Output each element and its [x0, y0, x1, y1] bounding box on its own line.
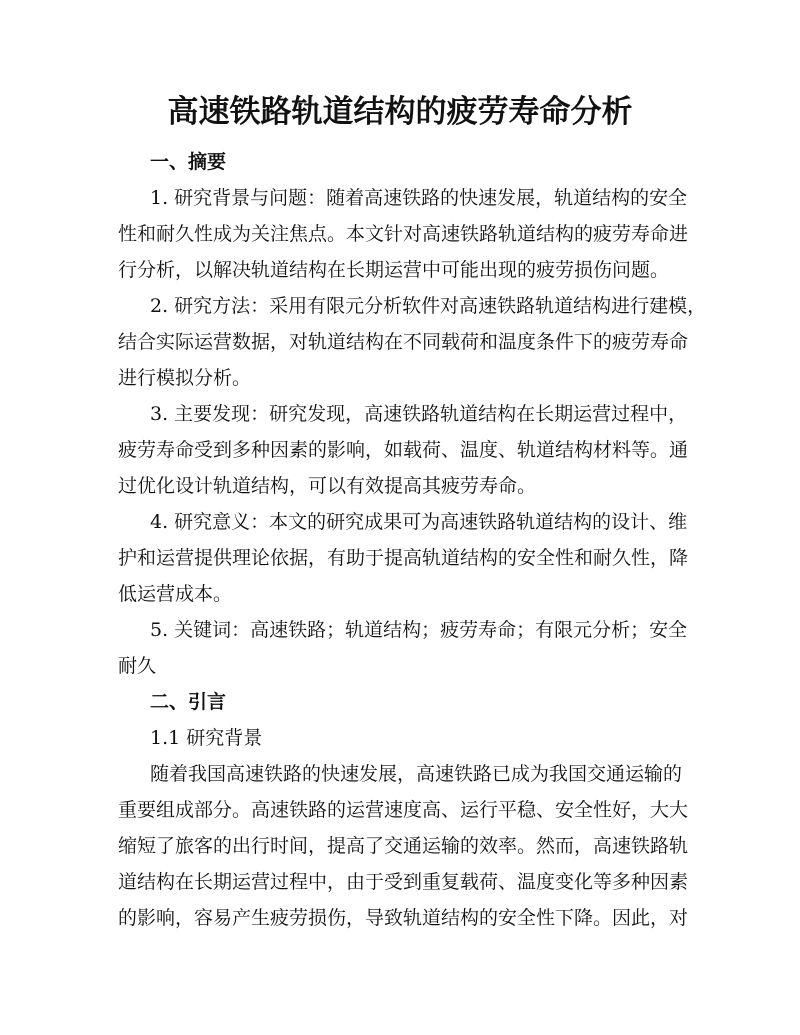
paragraph-line: 3. 主要发现：研究发现，高速铁路轨道结构在长期运营过程中，	[150, 403, 688, 425]
section-heading-abstract: 一、摘要	[150, 151, 227, 173]
paragraph-line: 护和运营提供理论依据，有助于提高轨道结构的安全性和耐久性，降	[118, 547, 689, 569]
paragraph-line: 4. 研究意义：本文的研究成果可为高速铁路轨道结构的设计、维	[150, 511, 688, 533]
section-heading-introduction: 二、引言	[150, 691, 227, 713]
paragraph-line: 进行模拟分析。	[118, 367, 252, 389]
paragraph-line: 缩短了旅客的出行时间，提高了交通运输的效率。然而，高速铁路轨	[118, 835, 689, 857]
subsection-heading: 1.1 研究背景	[150, 727, 263, 749]
paragraph-line: 5. 关键词：高速铁路；轨道结构；疲劳寿命；有限元分析；安全	[150, 619, 688, 641]
paragraph-line: 低运营成本。	[118, 583, 233, 605]
paragraph-line: 2. 研究方法：采用有限元分析软件对高速铁路轨道结构进行建模，	[150, 295, 707, 317]
paragraph-line: 结合实际运营数据，对轨道结构在不同载荷和温度条件下的疲劳寿命	[118, 331, 689, 353]
paragraph-line: 随着我国高速铁路的快速发展，高速铁路已成为我国交通运输的	[150, 763, 683, 785]
paragraph-line: 耐久	[118, 655, 157, 677]
paragraph-line: 重要组成部分。高速铁路的运营速度高、运行平稳、安全性好，大大	[118, 799, 689, 821]
paragraph-line: 疲劳寿命受到多种因素的影响，如载荷、温度、轨道结构材料等。通	[118, 439, 689, 461]
paragraph-line: 的影响，容易产生疲劳损伤，导致轨道结构的安全性下降。因此，对	[118, 907, 689, 929]
paragraph-line: 过优化设计轨道结构，可以有效提高其疲劳寿命。	[118, 475, 537, 497]
document-title: 高速铁路轨道结构的疲劳寿命分析	[167, 94, 633, 130]
paragraph-line: 1. 研究背景与问题：随着高速铁路的快速发展，轨道结构的安全	[150, 187, 688, 209]
paragraph-line: 行分析，以解决轨道结构在长期运营中可能出现的疲劳损伤问题。	[118, 259, 670, 281]
paragraph-line: 性和耐久性成为关注焦点。本文针对高速铁路轨道结构的疲劳寿命进	[118, 223, 689, 245]
paragraph-line: 道结构在长期运营过程中，由于受到重复载荷、温度变化等多种因素	[118, 871, 689, 893]
